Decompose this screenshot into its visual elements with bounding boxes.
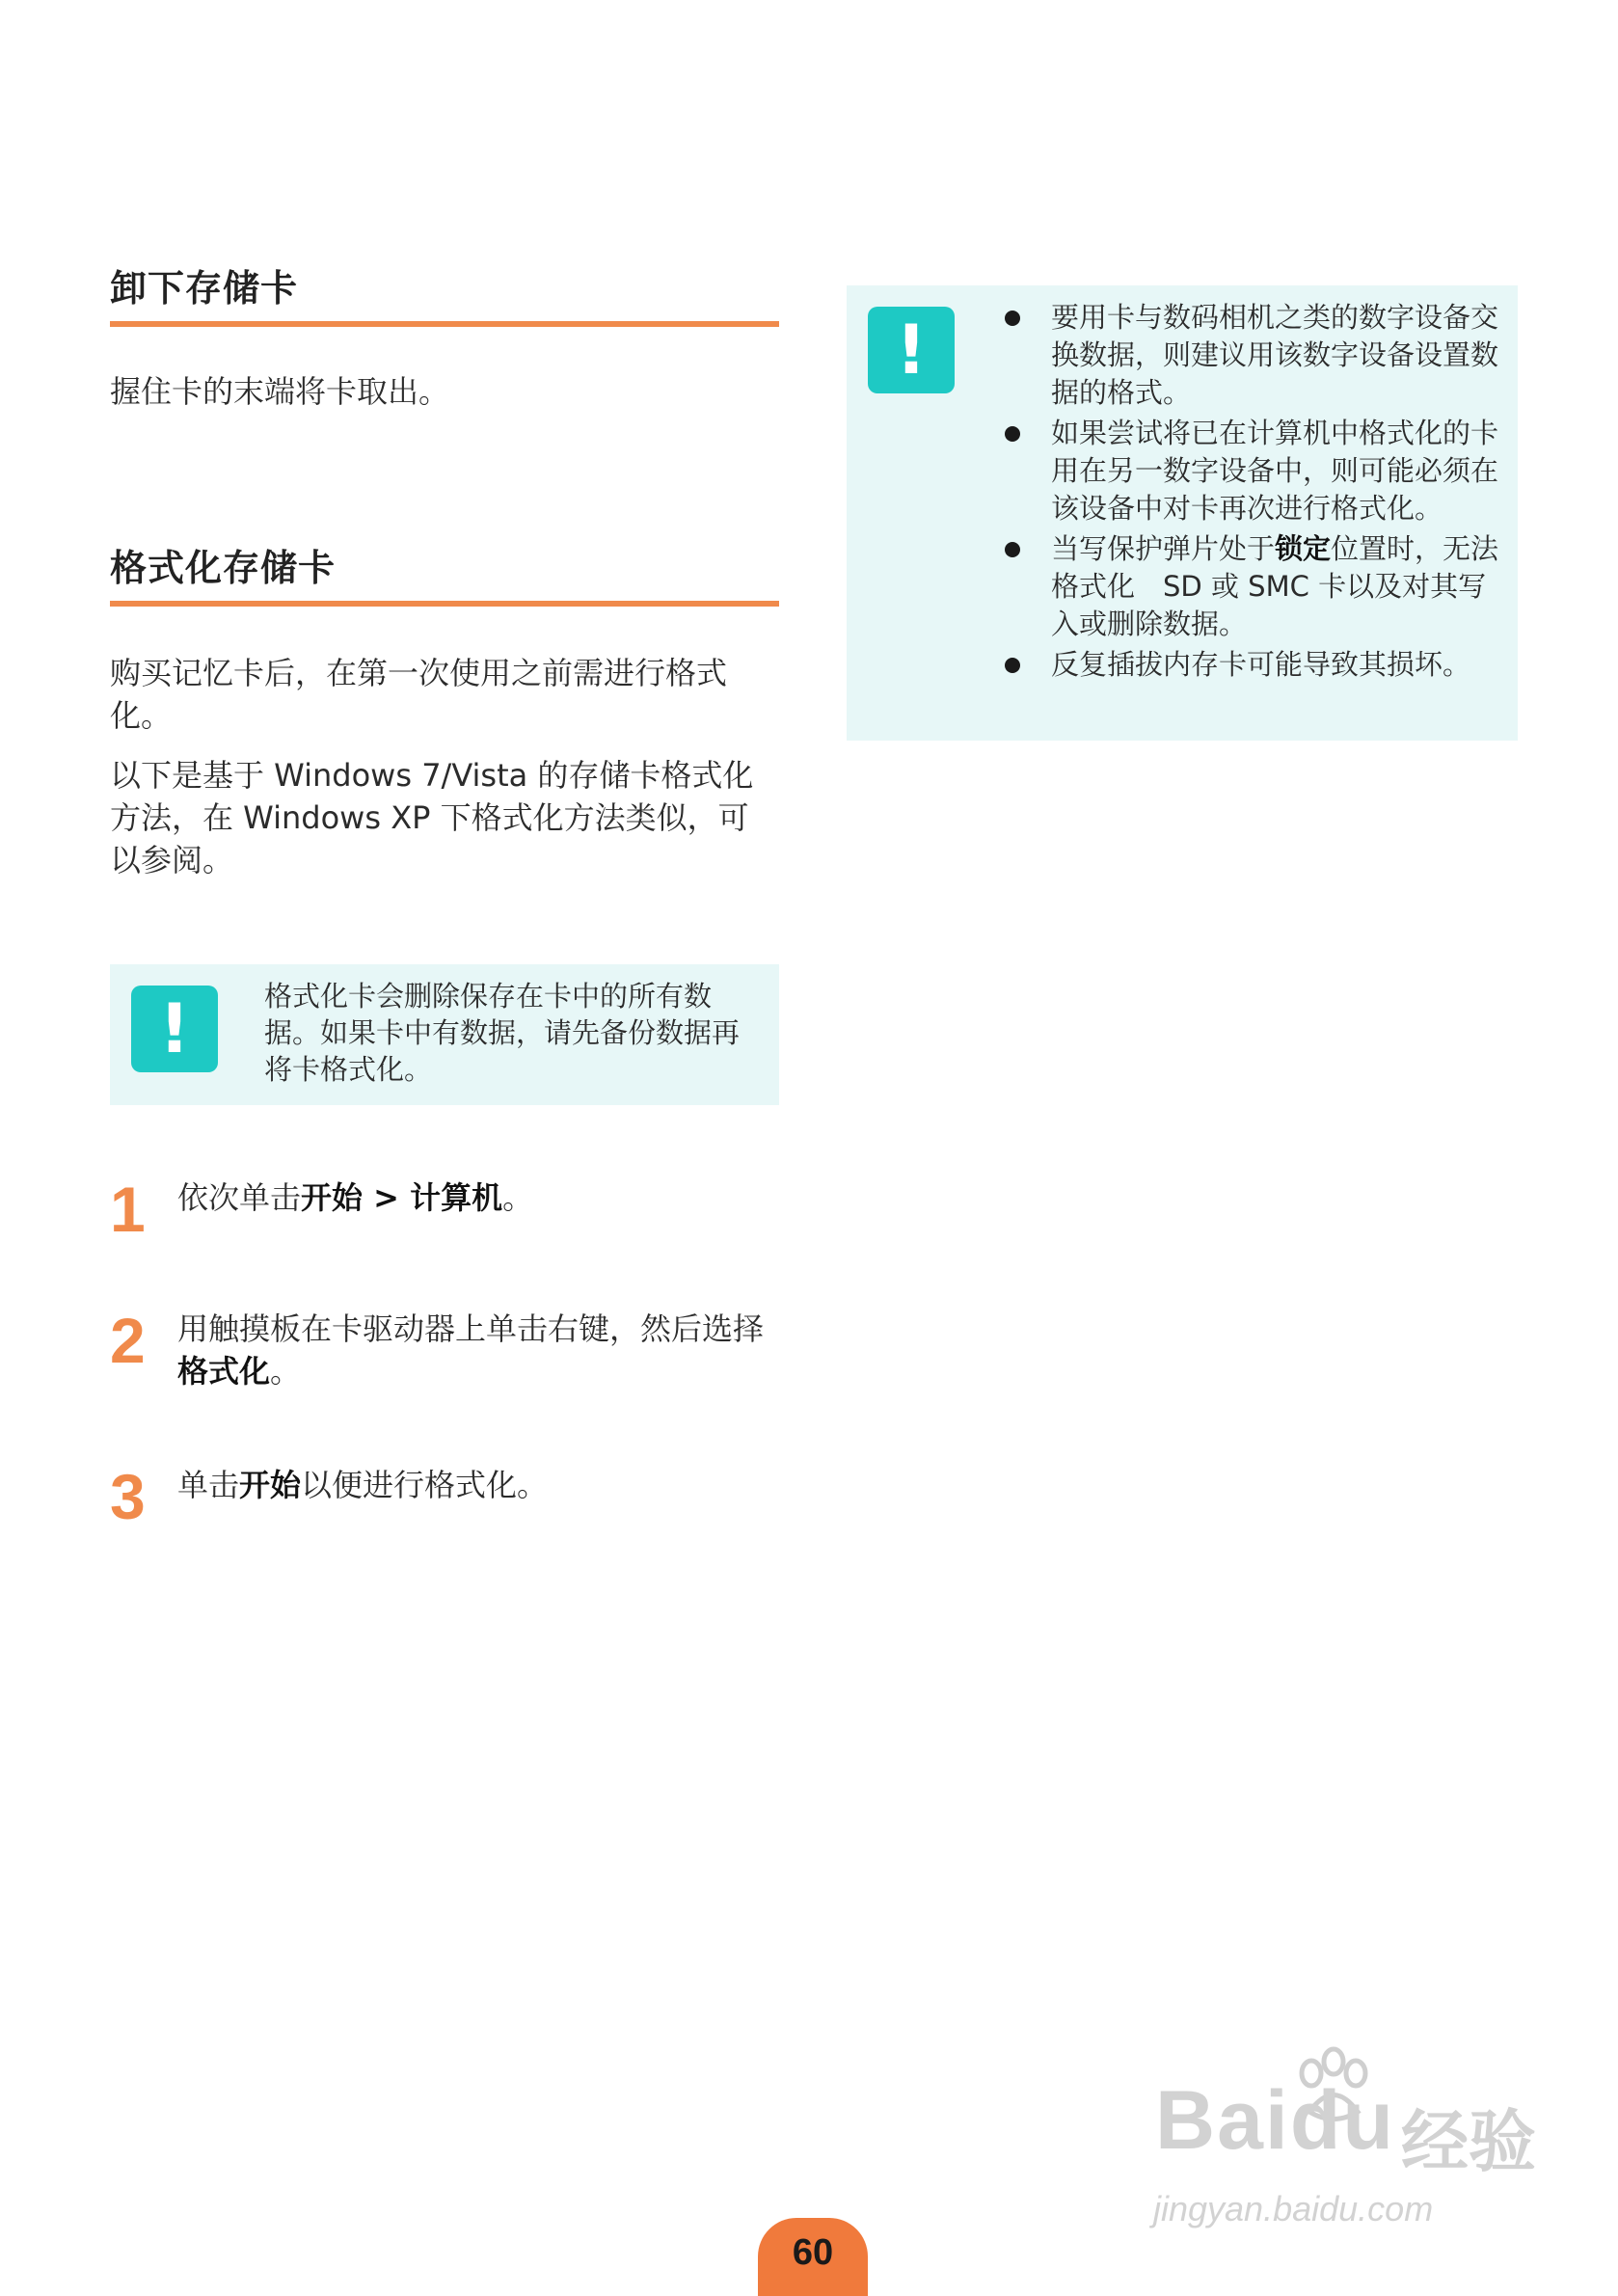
watermark-brand: Baidu <box>1155 2074 1395 2167</box>
bullet-dot-icon <box>1005 311 1020 326</box>
heading-remove-card: 卸下存储卡 <box>110 258 779 327</box>
baidu-watermark <box>1146 2044 1551 2237</box>
list-item: 如果尝试将已在计算机中格式化的卡用在另一数字设备中，则可能必须在该设备中对卡再次进行格式化。 <box>1001 415 1502 527</box>
exclamation-icon: ! <box>868 307 955 393</box>
page-number: 60 <box>758 2218 868 2296</box>
step-text: 依次单击开始 > 计算机。 <box>177 1179 534 1216</box>
exclamation-icon: ! <box>131 986 218 1072</box>
remove-card-instruction: 握住卡的末端将卡取出。 <box>110 373 450 410</box>
tips-list <box>1001 299 1502 687</box>
format-method-paragraph: 以下是基于 Windows 7/Vista 的存储卡格式化方法，在 Windows XP 下格式化方法类似，可以参阅。 <box>110 757 754 878</box>
card-tips-note <box>847 285 1518 741</box>
watermark-cn: 经验 <box>1401 2104 1536 2179</box>
bullet-dot-icon <box>1005 658 1020 673</box>
heading-format-card: 格式化存储卡 <box>110 538 779 607</box>
format-warning-text: 格式化卡会删除保存在卡中的所有数据。如果卡中有数据，请先备份数据再将卡格式化。 <box>264 980 741 1086</box>
format-warning-note <box>110 964 779 1105</box>
computer-label: 计算机 <box>410 1179 503 1216</box>
bullet-dot-icon <box>1005 542 1020 557</box>
start-button-label: 开始 <box>239 1467 302 1503</box>
step-number: 3 <box>110 1461 146 1532</box>
lock-label: 锁定 <box>1275 532 1332 565</box>
list-item: 当写保护弹片处于锁定位置时，无法格式化 SD 或 SMC 卡以及对其写入或删除数据。 <box>1001 530 1502 643</box>
list-item: 要用卡与数码相机之类的数字设备交换数据，则建议用该数字设备设置数据的格式。 <box>1001 299 1502 412</box>
step-text: 单击开始以便进行格式化。 <box>177 1467 549 1503</box>
bullet-dot-icon <box>1005 426 1020 442</box>
format-intro-paragraph: 购买记忆卡后，在第一次使用之前需进行格式化。 <box>110 655 728 734</box>
list-item: 反复插拔内存卡可能导致其损坏。 <box>1001 646 1502 684</box>
step-text: 用触摸板在卡驱动器上单击右键，然后选择格式化。 <box>177 1310 765 1390</box>
step-number: 1 <box>110 1174 146 1245</box>
watermark-url: jingyan.baidu.com <box>1153 2189 1434 2228</box>
step-number: 2 <box>110 1305 146 1376</box>
start-menu-label: 开始 <box>301 1179 364 1216</box>
format-label: 格式化 <box>177 1353 271 1390</box>
